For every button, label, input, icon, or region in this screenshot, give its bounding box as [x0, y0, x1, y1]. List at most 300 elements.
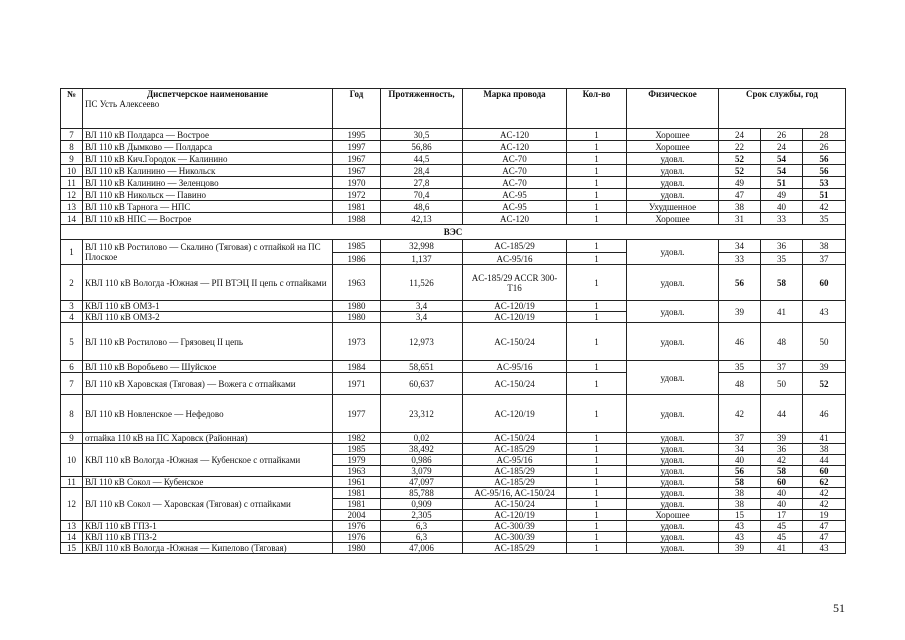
service-min-cell: 49: [719, 177, 761, 189]
length-cell: 47,006: [381, 543, 463, 554]
count-cell: 1: [567, 521, 627, 532]
name-cell: ВЛ 110 кВ Калинино — Никольск: [83, 165, 333, 177]
service-mid-cell: 35: [761, 253, 803, 265]
service-max-cell: 44: [803, 455, 846, 466]
condition-cell: удовл.: [627, 165, 719, 177]
table-row: [61, 323, 846, 361]
length-cell: 0,909: [381, 499, 463, 510]
header-name: [83, 89, 333, 129]
year-cell: 1976: [333, 532, 381, 543]
name-cell: ВЛ 110 кВ Никольск — Павино: [83, 189, 333, 201]
num-cell: 5: [61, 323, 83, 361]
wire-cell: AC-95/16: [463, 455, 567, 466]
count-cell: 1: [567, 499, 627, 510]
service-min-cell: 43: [719, 532, 761, 543]
service-min-cell: 43: [719, 521, 761, 532]
count-cell: 1: [567, 373, 627, 395]
length-cell: 1,137: [381, 253, 463, 265]
service-max-cell: 46: [803, 395, 846, 433]
num-cell: 6: [61, 361, 83, 373]
service-mid-cell: 36: [761, 444, 803, 455]
service-mid-cell: 60: [761, 477, 803, 488]
table-row: [61, 240, 846, 253]
condition-cell: удовл.: [627, 189, 719, 201]
condition-cell: удовл.: [627, 323, 719, 361]
service-max-cell: 47: [803, 521, 846, 532]
count-cell: 1: [567, 395, 627, 433]
service-max-cell: 53: [803, 177, 846, 189]
service-min-cell: 15: [719, 510, 761, 521]
num-cell: 7: [61, 373, 83, 395]
service-mid-cell: 58: [761, 265, 803, 301]
length-cell: 3,079: [381, 466, 463, 477]
num-cell: 11: [61, 177, 83, 189]
condition-cell: удовл.: [627, 488, 719, 499]
service-max-cell: 26: [803, 141, 846, 153]
count-cell: 1: [567, 165, 627, 177]
service-max-cell: 56: [803, 165, 846, 177]
count-cell: 1: [567, 301, 627, 312]
year-cell: 1981: [333, 488, 381, 499]
num-cell: 8: [61, 141, 83, 153]
service-max-cell: 51: [803, 189, 846, 201]
length-cell: 60,637: [381, 373, 463, 395]
service-mid-cell: 33: [761, 213, 803, 225]
service-min-cell: 40: [719, 455, 761, 466]
service-max-cell: 35: [803, 213, 846, 225]
count-cell: 1: [567, 361, 627, 373]
wire-cell: AC-300/39: [463, 521, 567, 532]
condition-cell: удовл.: [627, 543, 719, 554]
service-mid-cell: 51: [761, 177, 803, 189]
year-cell: 1963: [333, 265, 381, 301]
condition-cell: удовл.: [627, 301, 719, 323]
name-cell: КВЛ 110 кВ ОМЗ-1: [83, 301, 333, 312]
service-max-cell: 52: [803, 373, 846, 395]
year-cell: 1976: [333, 521, 381, 532]
length-cell: 56,86: [381, 141, 463, 153]
count-cell: 1: [567, 433, 627, 444]
table-row: [61, 488, 846, 499]
length-cell: 28,4: [381, 165, 463, 177]
year-cell: 1973: [333, 323, 381, 361]
length-cell: 27,8: [381, 177, 463, 189]
count-cell: 1: [567, 466, 627, 477]
wire-cell: AC-185/29: [463, 466, 567, 477]
table-row: [61, 265, 846, 301]
name-cell: ВЛ 110 кВ Воробьево — Шуйское: [83, 361, 333, 373]
service-mid-cell: 50: [761, 373, 803, 395]
service-mid-cell: 40: [761, 201, 803, 213]
condition-cell: удовл.: [627, 177, 719, 189]
num-cell: 12: [61, 488, 83, 521]
table-row: [61, 153, 846, 165]
service-mid-cell: 49: [761, 189, 803, 201]
count-cell: 1: [567, 253, 627, 265]
condition-cell: Хорошее: [627, 129, 719, 141]
service-mid-cell: 40: [761, 499, 803, 510]
service-max-cell: 42: [803, 488, 846, 499]
name-cell: ВЛ 110 кВ Полдарса — Вострое: [83, 129, 333, 141]
name-cell: ВЛ 110 кВ Сокол — Харовская (Тяговая) с отпайками: [83, 488, 333, 521]
table-row: [61, 373, 846, 395]
service-min-cell: 58: [719, 477, 761, 488]
header-wire: Марка провода: [463, 89, 567, 129]
num-cell: 9: [61, 433, 83, 444]
service-min-cell: 34: [719, 240, 761, 253]
wire-cell: AC-300/39: [463, 532, 567, 543]
num-cell: 2: [61, 265, 83, 301]
year-cell: 1984: [333, 361, 381, 373]
name-cell: ВЛ 110 кВ Кич.Городок — Калинино: [83, 153, 333, 165]
service-mid-cell: 40: [761, 488, 803, 499]
count-cell: 1: [567, 177, 627, 189]
table-row: [61, 521, 846, 532]
service-mid-cell: 54: [761, 153, 803, 165]
condition-cell: Ухудшенное: [627, 201, 719, 213]
wire-cell: AC-70: [463, 177, 567, 189]
condition-cell: удовл.: [627, 433, 719, 444]
year-cell: 1995: [333, 129, 381, 141]
year-cell: 1985: [333, 444, 381, 455]
condition-cell: Хорошее: [627, 141, 719, 153]
service-mid-cell: 36: [761, 240, 803, 253]
condition-cell: удовл.: [627, 153, 719, 165]
condition-cell: удовл.: [627, 466, 719, 477]
service-max-cell: 60: [803, 466, 846, 477]
num-cell: 8: [61, 395, 83, 433]
service-min-cell: 22: [719, 141, 761, 153]
year-cell: 1971: [333, 373, 381, 395]
header-year: Год: [333, 89, 381, 129]
count-cell: 1: [567, 153, 627, 165]
year-cell: 1977: [333, 395, 381, 433]
length-cell: 47,097: [381, 477, 463, 488]
table-row: [61, 543, 846, 554]
lines-table: [60, 88, 846, 554]
wire-cell: AC-95/16: [463, 253, 567, 265]
name-cell: КВЛ 110 кВ Вологда -Южная — Кубенское с отпайками: [83, 444, 333, 477]
table-row: [61, 129, 846, 141]
service-max-cell: 38: [803, 240, 846, 253]
year-cell: 1982: [333, 433, 381, 444]
service-max-cell: 37: [803, 253, 846, 265]
wire-cell: AC-120/19: [463, 301, 567, 312]
num-cell: 14: [61, 532, 83, 543]
service-min-cell: 33: [719, 253, 761, 265]
table-row: [61, 395, 846, 433]
year-cell: 1970: [333, 177, 381, 189]
count-cell: 1: [567, 201, 627, 213]
num-cell: 1: [61, 240, 83, 265]
header-num: №: [61, 89, 83, 129]
year-cell: 1972: [333, 189, 381, 201]
name-cell: ВЛ 110 кВ Ростилово — Грязовец II цепь: [83, 323, 333, 361]
table-row: [61, 177, 846, 189]
num-cell: 13: [61, 521, 83, 532]
section-title: ВЭС: [61, 225, 846, 240]
table-row: [61, 213, 846, 225]
length-cell: 85,788: [381, 488, 463, 499]
service-mid-cell: 17: [761, 510, 803, 521]
length-cell: 58,651: [381, 361, 463, 373]
wire-cell: AC-150/24: [463, 499, 567, 510]
service-mid-cell: 42: [761, 455, 803, 466]
name-cell: ВЛ 110 кВ Ростилово — Скалино (Тяговая) с отпайкой на ПС Плоское: [83, 240, 333, 265]
service-mid-cell: 44: [761, 395, 803, 433]
year-cell: 1961: [333, 477, 381, 488]
condition-cell: удовл.: [627, 455, 719, 466]
service-mid-cell: 45: [761, 532, 803, 543]
year-cell: 1988: [333, 213, 381, 225]
service-max-cell: 42: [803, 499, 846, 510]
wire-cell: AC-120/19: [463, 510, 567, 521]
wire-cell: AC-95/16, AC-150/24: [463, 488, 567, 499]
count-cell: 1: [567, 240, 627, 253]
header-service: Срок службы, год: [719, 89, 846, 129]
year-cell: 1980: [333, 543, 381, 554]
wire-cell: AC-150/24: [463, 433, 567, 444]
condition-cell: удовл.: [627, 265, 719, 301]
length-cell: 38,492: [381, 444, 463, 455]
condition-cell: удовл.: [627, 477, 719, 488]
year-cell: 1981: [333, 201, 381, 213]
length-cell: 6,3: [381, 532, 463, 543]
wire-cell: AC-120: [463, 129, 567, 141]
service-mid-cell: 41: [761, 301, 803, 323]
header-count: Кол-во: [567, 89, 627, 129]
table-row: [61, 201, 846, 213]
table-row: [61, 189, 846, 201]
year-cell: 2004: [333, 510, 381, 521]
name-cell: ВЛ 110 кВ Харовская (Тяговая) — Вожега с отпайками: [83, 373, 333, 395]
service-mid-cell: 37: [761, 361, 803, 373]
service-max-cell: 41: [803, 433, 846, 444]
table-header: [61, 89, 846, 129]
service-max-cell: 47: [803, 532, 846, 543]
wire-cell: AC-185/29: [463, 240, 567, 253]
length-cell: 3,4: [381, 301, 463, 312]
table-body-group1: [61, 129, 846, 225]
condition-cell: Хорошее: [627, 213, 719, 225]
num-cell: 13: [61, 201, 83, 213]
num-cell: 14: [61, 213, 83, 225]
service-mid-cell: 24: [761, 141, 803, 153]
length-cell: 2,305: [381, 510, 463, 521]
length-cell: 70,4: [381, 189, 463, 201]
name-cell: ВЛ 110 кВ Новленское — Нефедово: [83, 395, 333, 433]
section-row: [61, 225, 846, 240]
num-cell: 9: [61, 153, 83, 165]
service-min-cell: 24: [719, 129, 761, 141]
wire-cell: AC-185/29: [463, 444, 567, 455]
num-cell: 4: [61, 312, 83, 323]
service-mid-cell: 45: [761, 521, 803, 532]
service-max-cell: 42: [803, 201, 846, 213]
header-name-line1: Диспетчерское наименование: [146, 89, 269, 99]
name-cell: КВЛ 110 кВ ГПЗ-2: [83, 532, 333, 543]
year-cell: 1986: [333, 253, 381, 265]
service-min-cell: 38: [719, 499, 761, 510]
name-cell: ВЛ 110 кВ Дымково — Полдарса: [83, 141, 333, 153]
table-row: [61, 361, 846, 373]
length-cell: 0,986: [381, 455, 463, 466]
count-cell: 1: [567, 455, 627, 466]
service-mid-cell: 54: [761, 165, 803, 177]
year-cell: 1967: [333, 153, 381, 165]
service-min-cell: 56: [719, 265, 761, 301]
service-mid-cell: 41: [761, 543, 803, 554]
wire-cell: AC-70: [463, 153, 567, 165]
service-min-cell: 39: [719, 301, 761, 323]
num-cell: 15: [61, 543, 83, 554]
name-cell: КВЛ 110 кВ ГПЗ-1: [83, 521, 333, 532]
wire-cell: AC-95: [463, 189, 567, 201]
condition-cell: удовл.: [627, 521, 719, 532]
service-min-cell: 52: [719, 165, 761, 177]
wire-cell: AC-185/29 ACCR 300-T16: [463, 265, 567, 301]
service-min-cell: 56: [719, 466, 761, 477]
table-row: [61, 477, 846, 488]
wire-cell: AC-185/29: [463, 543, 567, 554]
length-cell: 12,973: [381, 323, 463, 361]
name-cell: ВЛ 110 кВ Тарнога — НПС: [83, 201, 333, 213]
service-min-cell: 38: [719, 201, 761, 213]
name-cell: отпайка 110 кВ на ПС Харовск (Районная): [83, 433, 333, 444]
count-cell: 1: [567, 510, 627, 521]
name-cell: КВЛ 110 кВ Вологда -Южная — РП ВТЭЦ II цепь с отпайками: [83, 265, 333, 301]
header-length: Протяженность,: [381, 89, 463, 129]
num-cell: 7: [61, 129, 83, 141]
wire-cell: AC-185/29: [463, 477, 567, 488]
wire-cell: AC-70: [463, 165, 567, 177]
year-cell: 1963: [333, 466, 381, 477]
year-cell: 1980: [333, 312, 381, 323]
name-cell: КВЛ 110 кВ Вологда -Южная — Кипелово (Тяговая): [83, 543, 333, 554]
service-min-cell: 46: [719, 323, 761, 361]
service-max-cell: 43: [803, 301, 846, 323]
table-row: [61, 532, 846, 543]
count-cell: 1: [567, 543, 627, 554]
service-mid-cell: 39: [761, 433, 803, 444]
count-cell: 1: [567, 312, 627, 323]
length-cell: 0,02: [381, 433, 463, 444]
count-cell: 1: [567, 265, 627, 301]
condition-cell: удовл.: [627, 499, 719, 510]
count-cell: 1: [567, 213, 627, 225]
service-min-cell: 47: [719, 189, 761, 201]
count-cell: 1: [567, 532, 627, 543]
table-row: [61, 444, 846, 455]
service-min-cell: 52: [719, 153, 761, 165]
service-max-cell: 38: [803, 444, 846, 455]
length-cell: 11,526: [381, 265, 463, 301]
service-max-cell: 62: [803, 477, 846, 488]
wire-cell: AC-120/19: [463, 312, 567, 323]
condition-cell: удовл.: [627, 395, 719, 433]
count-cell: 1: [567, 488, 627, 499]
year-cell: 1979: [333, 455, 381, 466]
service-min-cell: 48: [719, 373, 761, 395]
wire-cell: AC-120/19: [463, 395, 567, 433]
length-cell: 42,13: [381, 213, 463, 225]
service-mid-cell: 48: [761, 323, 803, 361]
name-cell: ВЛ 110 кВ Сокол — Кубенское: [83, 477, 333, 488]
table-row: [61, 301, 846, 312]
service-min-cell: 37: [719, 433, 761, 444]
year-cell: 1981: [333, 499, 381, 510]
num-cell: 10: [61, 165, 83, 177]
condition-cell: удовл.: [627, 532, 719, 543]
length-cell: 48,6: [381, 201, 463, 213]
service-max-cell: 56: [803, 153, 846, 165]
year-cell: 1985: [333, 240, 381, 253]
year-cell: 1967: [333, 165, 381, 177]
count-cell: 1: [567, 477, 627, 488]
name-cell: ВЛ 110 кВ Калинино — Зеленцово: [83, 177, 333, 189]
wire-cell: AC-95/16: [463, 361, 567, 373]
length-cell: 30,5: [381, 129, 463, 141]
count-cell: 1: [567, 444, 627, 455]
length-cell: 6,3: [381, 521, 463, 532]
service-max-cell: 19: [803, 510, 846, 521]
num-cell: 12: [61, 189, 83, 201]
service-max-cell: 50: [803, 323, 846, 361]
length-cell: 23,312: [381, 395, 463, 433]
wire-cell: AC-120: [463, 141, 567, 153]
name-cell: КВЛ 110 кВ ОМЗ-2: [83, 312, 333, 323]
count-cell: 1: [567, 323, 627, 361]
year-cell: 1980: [333, 301, 381, 312]
service-mid-cell: 26: [761, 129, 803, 141]
page-number: 51: [833, 601, 845, 615]
num-cell: 11: [61, 477, 83, 488]
year-cell: 1997: [333, 141, 381, 153]
count-cell: 1: [567, 141, 627, 153]
service-max-cell: 28: [803, 129, 846, 141]
wire-cell: AC-120: [463, 213, 567, 225]
service-min-cell: 42: [719, 395, 761, 433]
service-max-cell: 43: [803, 543, 846, 554]
condition-cell: удовл.: [627, 361, 719, 395]
service-min-cell: 39: [719, 543, 761, 554]
service-max-cell: 39: [803, 361, 846, 373]
service-max-cell: 60: [803, 265, 846, 301]
header-name-line2: ПС Усть Алексеево: [85, 99, 160, 109]
count-cell: 1: [567, 129, 627, 141]
service-min-cell: 34: [719, 444, 761, 455]
condition-cell: Хорошее: [627, 510, 719, 521]
service-min-cell: 35: [719, 361, 761, 373]
wire-cell: AC-150/24: [463, 323, 567, 361]
service-min-cell: 38: [719, 488, 761, 499]
service-min-cell: 31: [719, 213, 761, 225]
num-cell: 10: [61, 444, 83, 477]
table-row: [61, 165, 846, 177]
header-physical: Физическое: [627, 89, 719, 129]
length-cell: 3,4: [381, 312, 463, 323]
name-cell: ВЛ 110 кВ НПС — Вострое: [83, 213, 333, 225]
wire-cell: AC-95: [463, 201, 567, 213]
table-row: [61, 433, 846, 444]
condition-cell: удовл.: [627, 444, 719, 455]
length-cell: 44,5: [381, 153, 463, 165]
length-cell: 32,998: [381, 240, 463, 253]
table-row: [61, 141, 846, 153]
wire-cell: AC-150/24: [463, 373, 567, 395]
num-cell: 3: [61, 301, 83, 312]
condition-cell: удовл.: [627, 240, 719, 265]
